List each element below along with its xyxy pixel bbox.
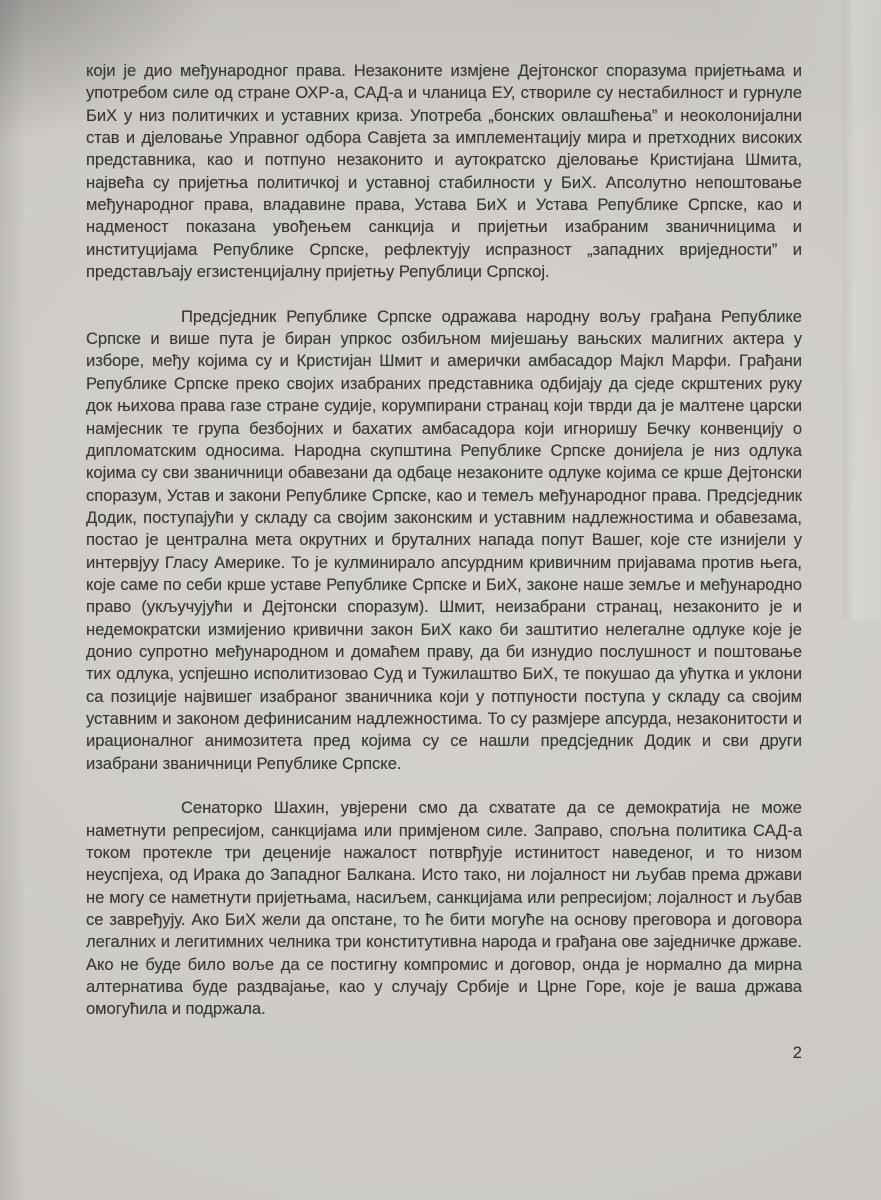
- paragraph-continuation: који је дио међународног права. Незаконите измјене Дејтонског споразума пријетњама и употребом силе од стране ОХР-а, САД-а и чланица ЕУ, створиле су нестабилност и гурнуле БиХ у низ политичких и уставних криза. Употреба „бонских овлашћења” и неоколонијални став и дјеловање Управног одбора Савјета за имплементацију мира и претходних високих представника, као и потпуно незаконито и аутократско дјеловање Кристијана Шмита, највећа су пријетња политичкој и уставној стабилности у БиХ. Апсолутно непоштовање међународног права, владавине права, Устава БиХ и Устава Републике Српске, као и надменост показана увођењем санкција и пријетњи изабраним званичницима и институцијама Републике Српске, рефлектују испразност „западних вриједности” и представљају егзистенцијалну пријетњу Републици Српској.: [86, 61, 802, 282]
- paragraph-president: Предсједник Републике Српске одражава народну вољу грађана Републике Српске и више пута је биран упркос озбиљном мијешању вањских малигних актера у изборе, међу којима су и Кристијан Шмит и амерички амбасадор Мајкл Марфи. Грађани Републике Српске преко својих изабраних представника одбијају да сједе скрштених руку док њихова права газе стране судије, корумпирани странац који тврди да је малтене царски намјесник те група безбојних и бахатих амбасадора који игноришу Бечку конвенцију о дипломатским односима. Народна скупштина Републике Српске донијела је низ одлука којима су сви званичници обавезани да одбаце незаконите одлуке којима се крше Дејтонски споразум, Устав и закони Републике Српске, као и темељ међународног права. Предсједник Додик, поступајући у складу са својим законским и уставним надлежностима и обавезама, постао је централна мета окрутних и бруталних напада попут Вашег, које сте изнијели у интервјуу Гласу Америке. То је кулминирало апсурдним кривичним пријавама против њега, које саме по себи крше уставе Републике Српске и БиХ, законе наше земље и међународно право (укључујући и Дејтонски споразум). Шмит, неизабрани странац, незаконито је и недемократски измијенио кривични закон БиХ како би заштитио нелегалне одлуке које је донио супротно међународном и домаћем праву, да би изнудио послушност и поштовање тих одлука, успјешно исполитизовао Суд и Тужилаштво БиХ, те покушао да ућутка и уклони са позиције највишег изабраног званичника који у потпуности поступа у складу са својим уставним и законом дефинисаним надлежностима. То су размјере апсурда, незаконитости и ирационалног анимозитета пред којима су се нашли предсједник Додик и сви други изабрани званичници Републике Српске.: [86, 306, 802, 773]
- paper-crease: [843, 0, 881, 620]
- page-number: 2: [792, 1043, 802, 1062]
- paragraph-senator-appeal: Сенаторко Шахин, увјерени смо да схватате да се демократија не може наметнути репресијом, санкцијама или примјеном силе. Заправо, спољна политика САД-а током протекле три деценије нажалост потврђује истинитост наведеног, и то низом неуспјеха, од Ирака до Западног Балкана. Исто тако, ни лојалност ни љубав према држави не могу се наметнути пријетњама, насиљем, санкцијама или репресијом; лојалност и љубав се завређују. Ако БиХ жели да опстане, то ће бити могуће на основу преговора и договора легалних и легитимних челника три конститутивна народа и грађана ове заједничке државе. Ако не буде било воље да се постигну компромис и договор, онда је нормално да мирна алтернатива буде раздвајање, као у случају Србије и Црне Горе, које је ваша држава омогућила и подржала.: [86, 798, 802, 1019]
- letter-body: [86, 60, 802, 1043]
